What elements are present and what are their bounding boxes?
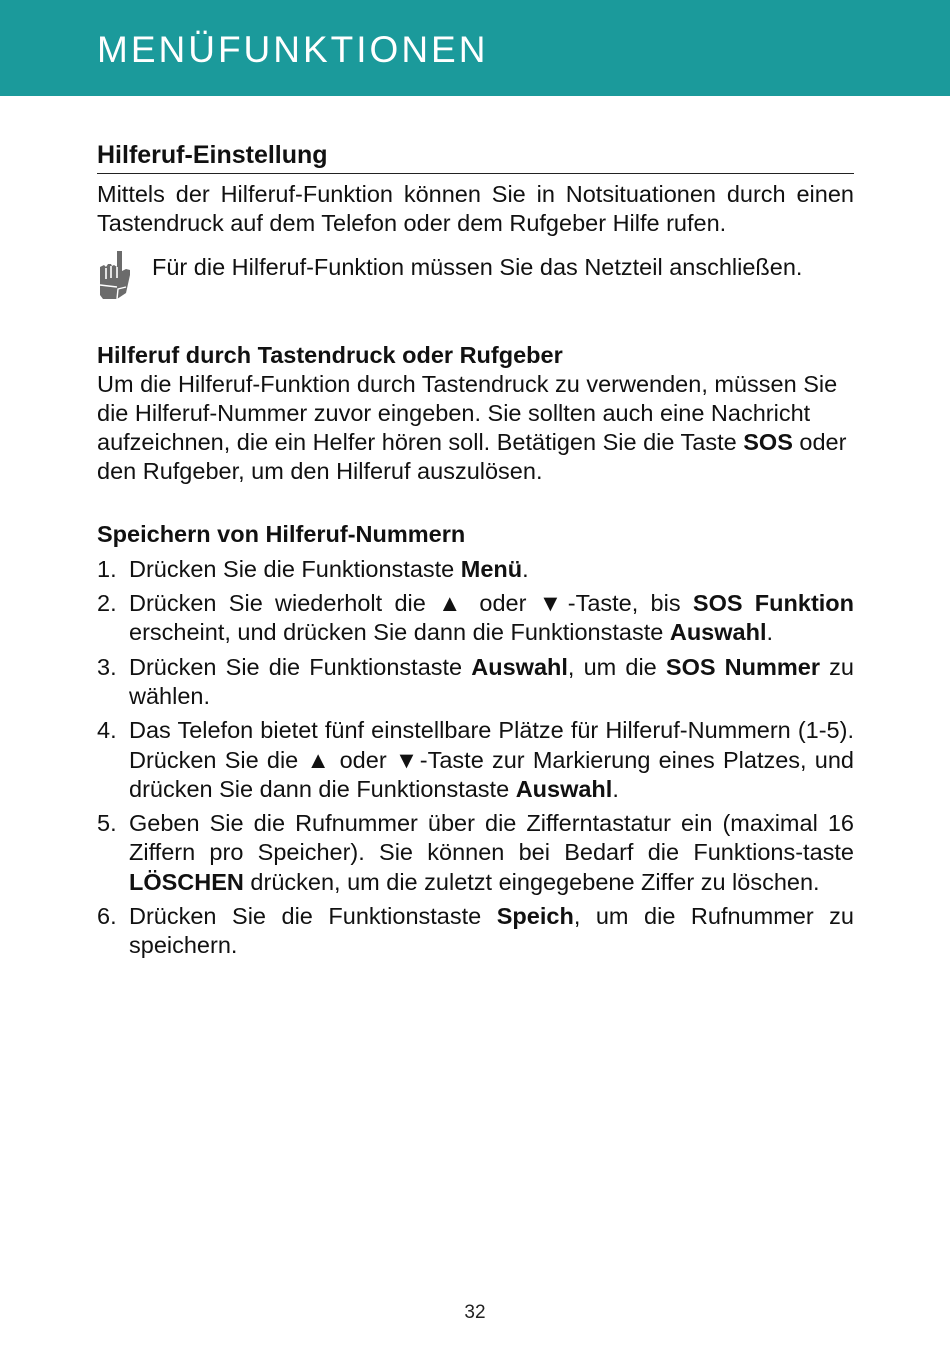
step-number: 4. <box>97 717 117 744</box>
text-run: zu wählen. <box>129 653 854 709</box>
note-text: Für die Hilferuf-Funktion müssen Sie das Netzteil anschließen. <box>152 253 803 280</box>
step-item <box>97 589 854 648</box>
step-item <box>97 902 854 961</box>
text-run: Drücken Sie die Funktionstaste <box>129 903 497 930</box>
step-item <box>97 716 854 804</box>
text-run: Geben Sie die Rufnummer über die Zifferntastatur ein (maximal 16 Ziffern pro Speicher). Sie können bei Bedarf die Funktions-taste <box>129 810 854 866</box>
chapter-title: MENÜFUNKTIONEN <box>97 29 489 70</box>
text-run: Drücken Sie die Funktionstaste <box>129 653 472 680</box>
text-run: . <box>612 775 619 802</box>
intro-paragraph: Mittels der Hilferuf-Funktion können Sie in Notsituationen durch einen Tastendruck auf dem Telefon oder dem Rufgeber Hilfe rufen. <box>97 181 854 237</box>
key-label: Menü <box>460 555 523 582</box>
step-text <box>129 902 854 961</box>
step-number: 5. <box>97 810 117 837</box>
section-title: Hilferuf-Einstellung <box>97 138 854 174</box>
text-run: drücken, um die zuletzt eingegebene Ziffer zu löschen. <box>243 868 820 895</box>
text-run: , um die <box>567 653 666 680</box>
step-text <box>129 809 854 897</box>
text-run: . <box>766 619 774 646</box>
key-label: Auswahl <box>471 653 568 680</box>
step-item <box>97 809 854 897</box>
step-text <box>129 653 854 712</box>
subsection-title-store-numbers: Speichern von Hilferuf-Nummern <box>97 520 466 547</box>
step-number: 3. <box>97 653 117 680</box>
text-run: Um die Hilferuf-Funktion durch Tastendruck zu verwenden, müssen Sie die Hilferuf-Nummer zuvor eingeben. Sie sollten auch eine Nachricht aufzeichnen, die ein Helfer hören soll. Betätigen Sie die Taste <box>97 370 838 456</box>
header-band <box>0 0 950 96</box>
text-run: Drücken Sie die Funktionstaste <box>129 555 461 582</box>
page-content <box>97 138 854 966</box>
step-number: 2. <box>97 590 117 617</box>
key-label: Auswahl <box>669 619 767 646</box>
pointing-hand-icon <box>97 249 135 301</box>
text-run: . <box>522 555 529 582</box>
text-run: , um die Rufnummer zu speichern. <box>129 903 854 959</box>
text-run: erscheint, und drücken Sie dann die Funktionstaste <box>129 619 670 646</box>
step-text <box>129 555 854 584</box>
step-number: 6. <box>97 903 117 930</box>
key-label: Speich <box>496 903 574 930</box>
sos-key-label: SOS <box>743 429 793 456</box>
sos-call-paragraph <box>97 370 854 487</box>
key-label: SOS Nummer <box>665 653 821 680</box>
key-label: LÖSCHEN <box>129 868 244 895</box>
key-label: SOS Funktion <box>692 590 855 617</box>
note-box <box>97 253 854 309</box>
text-run: Das Telefon bietet fünf einstellbare Plätze für Hilferuf-Nummern (1-5). Drücken Sie die ▲ oder ▼-Taste zur Markierung eines Platzes, und drücken Sie dann die Funktionstaste <box>129 717 854 802</box>
subsection-title-sos-call: Hilferuf durch Tastendruck oder Rufgeber <box>97 341 563 368</box>
page-number: 32 <box>464 1302 486 1323</box>
key-label: Auswahl <box>515 775 613 802</box>
step-text <box>129 716 854 804</box>
step-item <box>97 653 854 712</box>
text-run: oder den Rufgeber, um den Hilferuf auszulösen. <box>97 429 847 485</box>
text-run: Drücken Sie wiederholt die ▲ oder ▼-Taste, bis <box>129 590 693 617</box>
step-item <box>97 555 854 584</box>
step-number: 1. <box>97 555 117 582</box>
steps-list <box>97 555 854 961</box>
step-text <box>129 589 854 648</box>
